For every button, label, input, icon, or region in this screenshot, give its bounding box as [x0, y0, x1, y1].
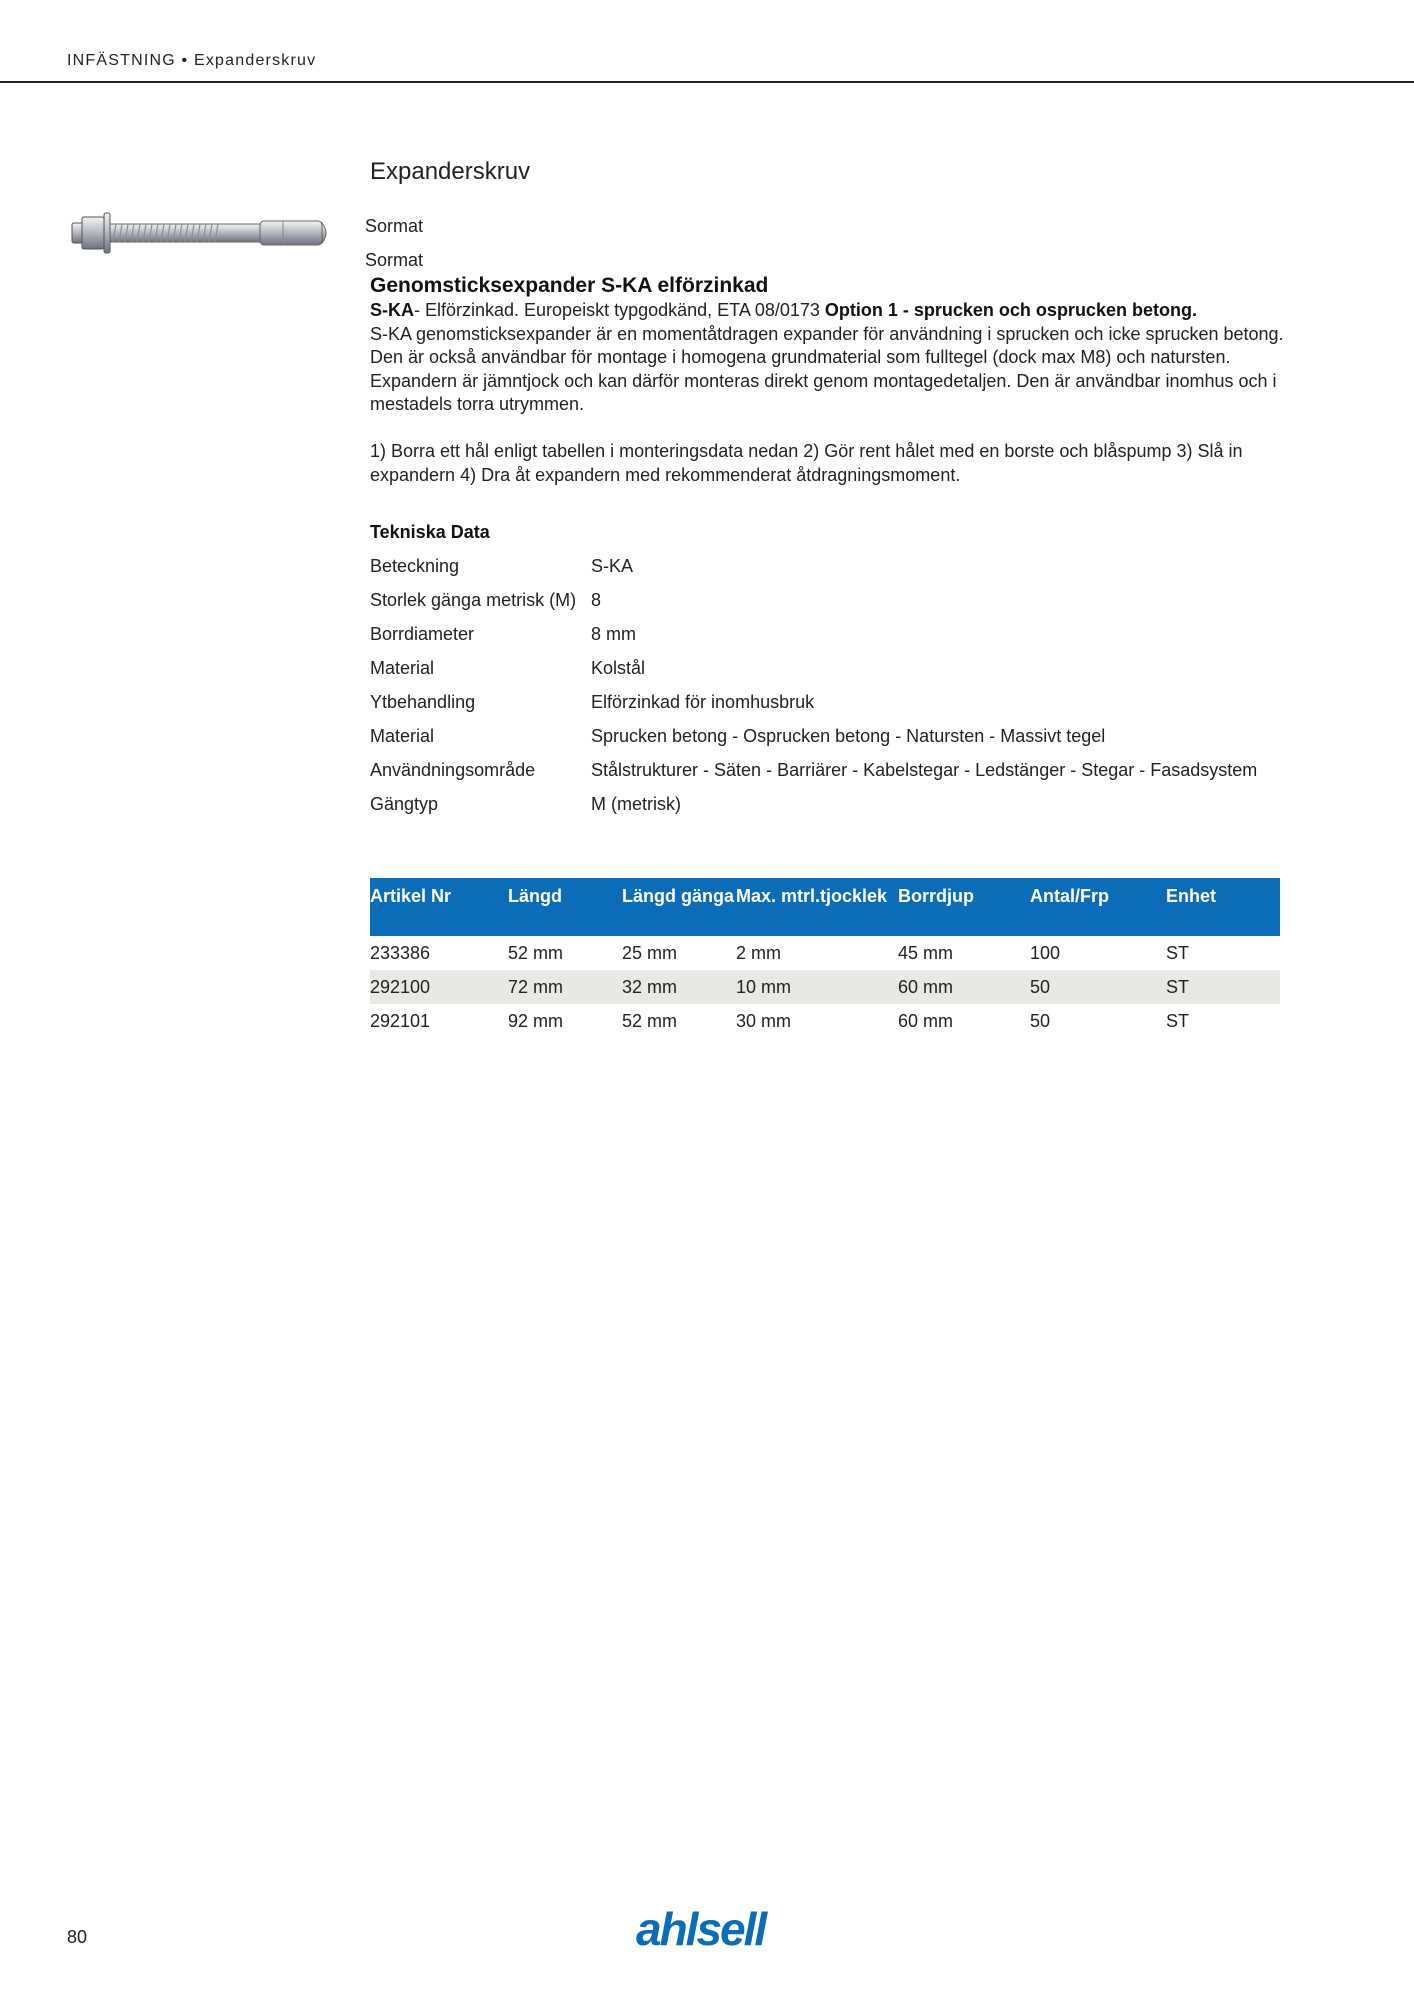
lead-text: - Elförzinkad. Europeiskt typgodkänd, ETA 08/0173 [414, 300, 825, 320]
table-cell: 32 mm [622, 977, 678, 997]
tech-key: Borrdiameter [370, 624, 475, 644]
table-cell: 52 mm [508, 943, 564, 963]
table-cell: 92 mm [508, 1011, 564, 1031]
table-cell: 25 mm [622, 943, 678, 963]
table-cell: ST [1166, 1011, 1190, 1031]
tech-row [370, 790, 1270, 824]
page-title: Expanderskruv [370, 158, 531, 185]
column-header: Längd [508, 886, 562, 906]
column-header: Längd gänga [622, 886, 734, 906]
tech-value: 8 [591, 590, 602, 610]
tech-heading: Tekniska Data [370, 522, 490, 542]
tech-data-table [370, 552, 1270, 824]
tech-value: Stålstrukturer - Säten - Barriärer - Kabelstegar - Ledstänger - Stegar - Fasadsystem [591, 760, 1258, 780]
table-cell: 60 mm [898, 977, 954, 997]
header-divider [0, 81, 1414, 83]
article-table-header [370, 878, 1280, 936]
tech-row [370, 586, 1270, 620]
tech-key: Material [370, 658, 435, 678]
tech-key: Material [370, 726, 435, 746]
column-header: Antal/Frp [1030, 886, 1109, 906]
table-cell: 100 [1030, 943, 1061, 963]
table-cell: 30 mm [736, 1011, 792, 1031]
tech-key: Storlek gänga metrisk (M) [370, 590, 577, 610]
tech-row [370, 722, 1270, 756]
product-description [370, 299, 1285, 417]
product-heading: Genomsticksexpander S-KA elförzinkad [370, 274, 769, 297]
tech-value: Elförzinkad för inomhusbruk [591, 692, 815, 712]
table-cell: 50 [1030, 977, 1051, 997]
table-row [370, 970, 1280, 1004]
table-cell: 72 mm [508, 977, 564, 997]
column-header: Max. mtrl.tjocklek [736, 886, 888, 906]
tech-value: Kolstål [591, 658, 646, 678]
section-header: INFÄSTNING • Expanderskruv [67, 52, 317, 69]
table-cell: ST [1166, 977, 1190, 997]
tech-row [370, 756, 1270, 790]
page-number: 80 [67, 1927, 88, 1947]
table-row [370, 1004, 1280, 1038]
tech-row [370, 620, 1270, 654]
column-header: Borrdjup [898, 886, 974, 906]
table-cell: 50 [1030, 1011, 1051, 1031]
tech-key: Beteckning [370, 556, 460, 576]
column-header: Enhet [1166, 886, 1217, 906]
table-cell: 233386 [370, 943, 431, 963]
tech-key: Ytbehandling [370, 692, 476, 712]
tech-value: 8 mm [591, 624, 636, 644]
table-cell: ST [1166, 943, 1190, 963]
expander-bolt-image [68, 205, 332, 265]
table-cell: 45 mm [898, 943, 954, 963]
tech-value: S-KA [591, 556, 634, 576]
brand-label: Sormat [365, 216, 424, 236]
tech-value: M (metrisk) [591, 794, 681, 814]
table-cell: 292100 [370, 977, 431, 997]
brand-label: Sormat [365, 250, 424, 270]
column-header: Artikel Nr [370, 886, 452, 906]
table-cell: 2 mm [736, 943, 781, 963]
table-cell: 52 mm [622, 1011, 678, 1031]
table-cell: 10 mm [736, 977, 792, 997]
article-table [370, 878, 1280, 1038]
table-row [370, 936, 1280, 970]
description-text: S-KA genomsticksexpander är en momentåtdragen expander för användning i sprucken och icke sprucken betong. Den är också användbar för montage i homogena grundmaterial som fulltegel (dock max M8) och natursten. Expandern är jämntjock och kan därför monteras direkt genom montagedetaljen. Den är användbar inomhus och i mestadels torra utrymmen. [370, 323, 1284, 414]
lead-option: Option 1 - sprucken och osprucken betong. [824, 300, 1197, 320]
tech-row [370, 688, 1270, 722]
lead-bold: S-KA [370, 300, 414, 320]
table-cell: 292101 [370, 1011, 431, 1031]
tech-key: Användningsområde [370, 760, 536, 780]
tech-key: Gängtyp [370, 794, 439, 814]
table-cell: 60 mm [898, 1011, 954, 1031]
tech-value: Sprucken betong - Osprucken betong - Natursten - Massivt tegel [591, 726, 1106, 746]
tech-row [370, 552, 1270, 586]
ahlsell-logo: ahlsell [636, 1903, 766, 1955]
installation-steps: 1) Borra ett hål enligt tabellen i monteringsdata nedan 2) Gör rent hålet med en borste och blåspump 3) Slå in expandern 4) Dra åt expandern med rekommenderat åtdragningsmoment. [370, 441, 1243, 485]
tech-row [370, 654, 1270, 688]
